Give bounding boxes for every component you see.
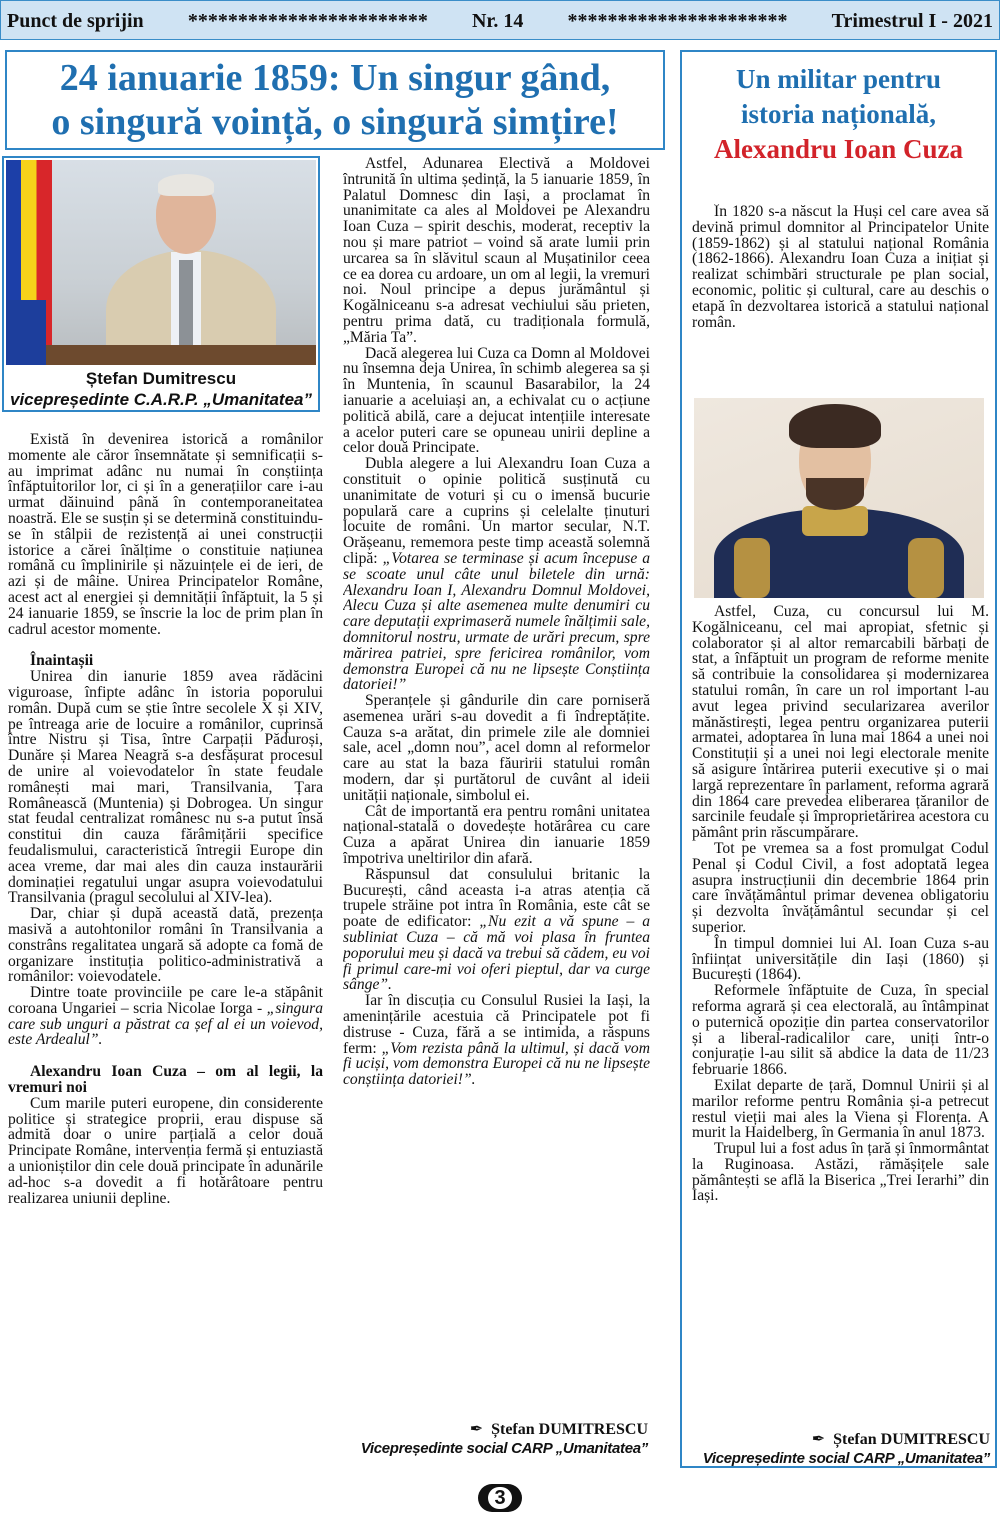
paragraph <box>343 867 650 993</box>
paragraph <box>8 985 323 1048</box>
paragraph <box>343 993 650 1088</box>
author-name: Ștefan Dumitrescu <box>85 369 237 388</box>
section-heading-inaintasii: Înaintașii <box>30 652 94 670</box>
header-stars-left: ************************ <box>187 10 428 32</box>
paragraph: În timpul domniei lui Al. Ioan Cuza s-au înființat universitățile din Iași (1860) și București (1864). <box>692 934 989 984</box>
paragraph: Astfel, Adunarea Electivă a Moldovei întrunită în ultima ședință, la 5 ianuarie 1859, în Palatul Domnesc din Iași, a proclamat în unanimitate ca ales al Moldovei pe Alexandru Ioan Cuza – spirit deschis, moderat, receptiv la nou și mare patriot – voind să arate lumii prin urcarea sa în slăvitul scaun al Mușatinilor ceea ce ea dorea cu ardoare, un om al legii, la vremuri noi. Noul principe a depus jurământul și Kogălniceanu s-a adresat vechiului său prieten, pentru prima dată, cu tradiționala formulă, „Măria Ta”. <box>343 156 650 346</box>
signature-role: Vicepreședinte social CARP „Umanitatea” <box>702 1450 990 1467</box>
issue-period: Trimestrul I - 2021 <box>831 10 993 32</box>
paragraph-text: Dubla alegere a lui Alexandru Ioan Cuza a constituit o opinie politică susținută cu unanimitate de voturi și cu o imensă bucurie populară care a cuprins și celelalte ținuturi locuite de români. Un martor secular, N.T. Orășeanu, rememora peste timp această solemnă clipă: <box>343 455 650 567</box>
article-signature <box>343 1420 648 1458</box>
pen-nib-icon: ✒ <box>469 1421 484 1438</box>
paragraph-text: Răspunsul dat consulului britanic la București, când aceasta i-a atras atenția că trupele străine pot intra în România, este cât se poate de edificator: <box>343 865 650 931</box>
portrait-epaulette-shape <box>908 538 944 598</box>
portrait-hair-shape <box>789 404 881 448</box>
paragraph-text: Iar în discuția cu Consulul Rusiei la Iași, la amenințările acestuia că Principatele pot fi distruse - Cuza, fără a se intimida, a răspuns ferm: <box>343 992 650 1057</box>
article-title-box <box>5 50 665 150</box>
header-bar <box>0 0 1000 40</box>
portrait-epaulette-shape <box>734 538 770 598</box>
signature-name: Ștefan DUMITRESCU <box>833 1431 990 1448</box>
page-number: 3 <box>488 1487 512 1509</box>
section-heading-cuza: Alexandru Ioan Cuza – om al legii, la vremuri noi <box>8 1063 323 1097</box>
publication-name: Punct de sprijin <box>7 10 144 32</box>
author-photo-box <box>2 156 320 412</box>
sidebar-signature <box>690 1430 990 1468</box>
paragraph: Dar, chiar și după această dată, prezența masivă a autohtonilor români în Transilvania a constrâns regalitatea ungară să adopte ca fomă de organizare instituția politico-administrativă a românilor: voievodatele. <box>8 905 323 986</box>
sidebar-panel <box>680 50 997 1468</box>
page-number-badge <box>478 1484 522 1512</box>
paragraph: Unirea din ianurie 1859 avea rădăcini viguroase, înfipte adânc în istoria poporului român. După cum se știe între secolele X și XIV, pe întreaga arie de locuire a românilor, cuprinsă între Nistru și Tisa, între Carpații Păduroși, Dunăre și Marea Neagră s-a desfășurat procesul de unire al voievodatelor în state feudale românești mai mari, Transilvania, Țara Românească (Muntenia) și Dobrogea. Un singur stat feudal centralizat românesc nu s-a putut însă constitui din cauza fărâmițării specifice feudalismului, caracteristică întregii Europe din acea vreme, dar mai ales din cauza instaurării dominației regatului ungar asupra voievodatului Transilvania (pragul secolului al XIV-lea). <box>8 668 323 907</box>
paragraph: Dacă alegerea lui Cuza ca Domn al Moldovei nu însemna deja Unirea, în schimb alegerea sa și în Muntenia, în scaunul Basarabilor, la 24 ianuarie a aceluiași an, a echivalat cu o acțiune politică abilă, care a dejucat intențiile interesate a acelor puteri care se opuneau unirii depline a celor două Principate. <box>343 344 650 457</box>
pen-nib-icon: ✒ <box>811 1431 826 1448</box>
cuza-quote-russian-consul: „Vom rezista până la ultimul, și dacă vom fi uciși, vom demonstra Europei că nu ne lipsește conștiința datoriei!”. <box>343 1039 650 1089</box>
article-title-line-1: 24 ianuarie 1859: Un singur gând, <box>59 57 611 99</box>
portrait-collar-shape <box>802 506 868 536</box>
article-title-line-2: o singură voință, o singură simțire! <box>51 101 619 143</box>
cuza-portrait <box>694 398 984 598</box>
author-hair-shape <box>158 174 214 196</box>
paragraph-text: Dintre toate provinciile pe care le-a stăpânit coroana Ungariei – scria Nicolae Iorga - <box>8 984 323 1017</box>
sidebar-title-line-2: istoria națională, <box>740 99 936 129</box>
sidebar-title-line-3: Alexandru Ioan Cuza <box>713 134 964 164</box>
paragraph <box>343 456 650 693</box>
sidebar-title <box>682 62 995 167</box>
paragraph: Reformele înfăptuite de Cuza, în special reforma agrară și cea electorală, au întâmpinat o puternică opoziție din partea conservatorilor și a liberal-radicalilor care, uniți într-o conjurație l-au silit să abdice la data de 11/23 februarie 1866. <box>692 982 989 1079</box>
paragraph: Cât de importantă era pentru români unitatea național-statală o dovedește hotărârea cu care Cuza a apărat Unirea din ianuarie 1859 împotriva uneltirilor din afară. <box>343 802 650 868</box>
portrait-beard-shape <box>806 478 864 510</box>
paragraph: Exilat departe de țară, Domnul Unirii și al marilor reforme pentru România și-a petrecut restul vieții mai ales la Viena și Florența. A murit la Haidelberg, în Germania în anul 1873. <box>692 1076 989 1142</box>
sidebar-intro-text <box>692 204 989 376</box>
author-photo-caption <box>6 368 316 410</box>
sidebar-body-text <box>692 604 989 1434</box>
article-column-2 <box>343 156 650 1406</box>
paragraph: Tot pe vremea sa a fost promulgat Codul Penal și Codul Civil, a fost adoptată legea asupra instrucțiunii din decembrie 1864 prin care învățământul primar devenea obligatoriu și dezvolta învățământul secundar și cel superior. <box>692 839 989 936</box>
author-role: vicepreședinte C.A.R.P. „Umanitatea” <box>9 390 312 409</box>
paragraph: Cum marile puteri europene, din considerente politice și strategice proprii, erau dispuse să admită doar o unire parțială a celor două Principate Române, intervenția fermă și entuziastă a unioniștilor din cele două principate în adunările ad-hoc s-a dovedit a fi hotărâtoare pentru realizarea uniunii depline. <box>8 1094 323 1207</box>
paragraph: Speranțele și gândurile din care porniseră asemenea urări s-au dovedit a fi îndreptățite. Cauza s-a arătat, din primele zile ale domniei sale, acel „domn nou”, acel domn al reformelor care au stat la baza făuririi statului român modern, dar și purtătorul de cuvânt al ideii unității naționale, simbolul ei. <box>343 692 650 804</box>
header-stars-right: ********************** <box>567 10 788 32</box>
paragraph: Astfel, Cuza, cu concursul lui M. Kogălniceanu, cel mai apropiat, sfetnic și colaborator și al altor remarcabili bărbați de stat, a înfăptuit un program de reforme menite să contribuie la consolidarea și modernizarea statului român, în care un rol important l-au avut legea privind secularizarea averilor mănăstirești, legea pentru organizarea puterii armatei, adoptarea în luna mai 1864 a unei noi Constituții și a unei noi legi electorale menite să asigure întărirea puterii executive și o mai largă reprezentare în parlament, reforma agrară din 1864 care prevedea eliberarea țăranilor de sarcinile feudale și împroprietărirea acestora cu pământ prin răscumpărare. <box>692 604 989 842</box>
signature-name: Ștefan DUMITRESCU <box>491 1421 648 1438</box>
desk-shape <box>46 345 316 365</box>
sidebar-title-line-1: Un militar pentru <box>735 64 941 94</box>
iorga-quote: „singura care sub unguri a păstrat ca șef al ei un voievod, este Ardealul”. <box>8 999 323 1049</box>
orașeanu-quote: „Votarea se terminase și acum începuse a se scoate unul câte unul biletele din urnă: Alexandru Ioan I, Alexandru Domnul Moldovei, Alecu Cuza și alte asemenea multe denumiri cu care deputații exprimaseră numele înălțimii sale, domnitorul nostru, urmate de urări precum, spre mărirea patriei, spre fericirea românilor, vom demonstra Europei că nu ne lipsește Conștiința datoriei!” <box>343 549 650 694</box>
paragraph: Există în devenirea istorică a românilor momente ale căror însemnătate și semnificații s-au imprimat adânc nu numai în conștiința înfăptuitorilor lor, ci și în a generațiilor care i-au urmat dăinuind până în contemporaneitatea noastră. Ele se susțin și se determină constituindu-se în stâlpii de rezistență ai unei construcții istorice a cărei înălțime o constituie națiunea română cu împlinirile și năzuințele ei de ieri, de azi și de mâine. Unirea Principatelor Române, acest act al energiei și demnității înfăptuit, la 5 și 24 ianuarie 1859, se înscrie la loc de prim plan în cadrul acestor momente. <box>8 432 323 638</box>
paragraph: Trupul lui a fost adus în țară și înmormântat la Ruginoasa. Astăzi, rămășițele sale pământești se află la Biserica „Trei Ierarhi” din Iași. <box>692 1140 989 1205</box>
eu-flag-image <box>6 300 46 365</box>
signature-role: Vicepreședinte social CARP „Umanitatea” <box>360 1440 648 1457</box>
author-photo <box>6 160 316 365</box>
paragraph: În 1820 s-a născut la Huși cel care avea să devină primul domnitor al Principatelor Unite (1859-1862) și al statului național România (1862-1866). Alexandru Ioan Cuza a inițiat și realizat schimbări structurale pe plan social, economic, politic și cultural, care au deschis o etapă în dezvoltarea istorică a statului național român. <box>692 204 989 331</box>
article-column-1 <box>8 432 323 1462</box>
cuza-quote-british-consul: „Nu ezit a vă spune – a subliniat Cuza – că mă voi plasa în fruntea poporului meu și dacă va trebui să cădem, eu voi fi primul care-mi voi oferi pieptul, dar va curge sânge”. <box>343 913 650 994</box>
issue-number: Nr. 14 <box>471 10 524 32</box>
